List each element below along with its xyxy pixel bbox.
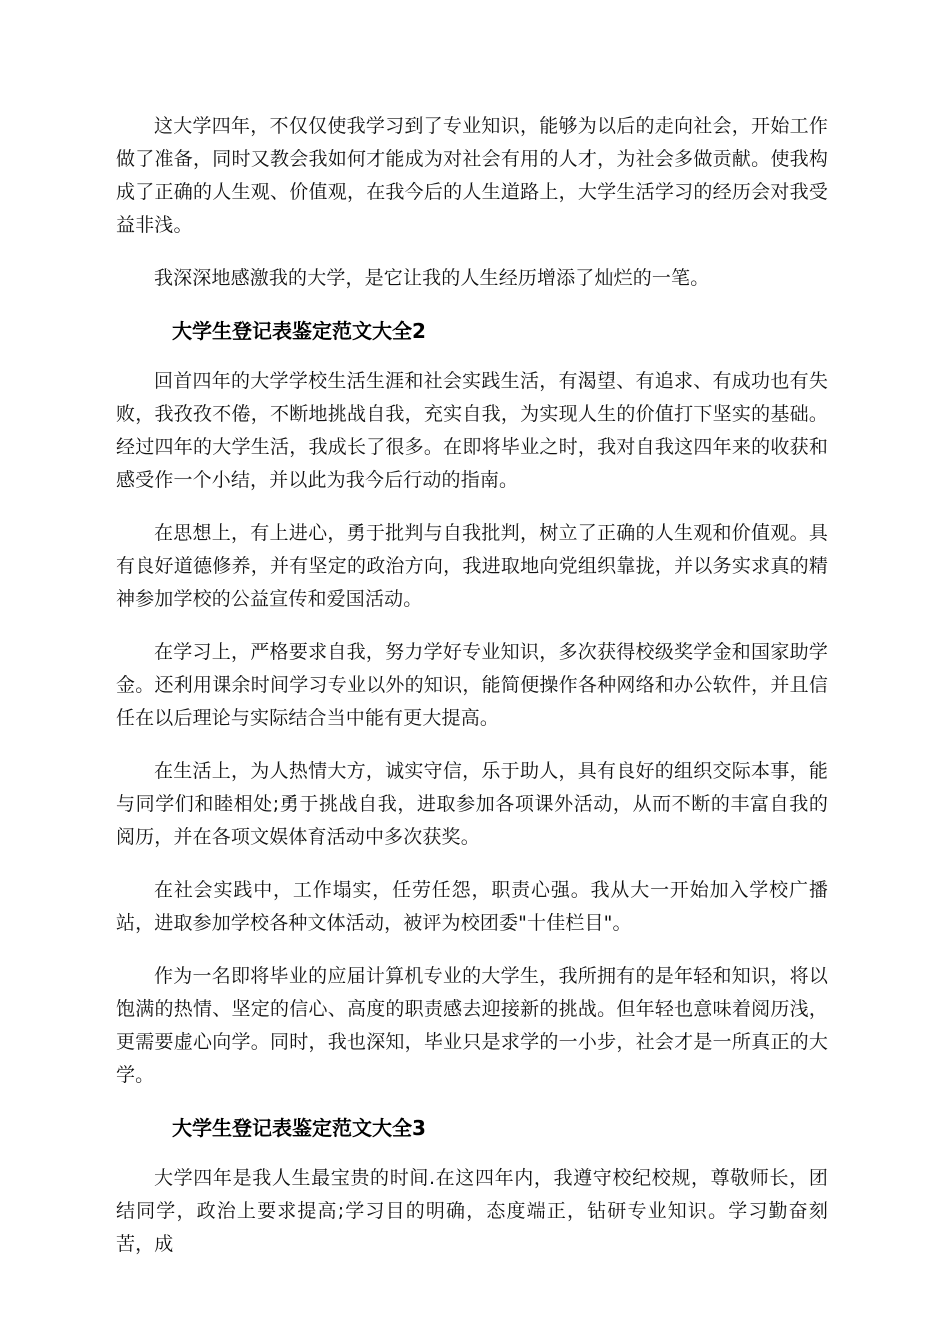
paragraph: 作为一名即将毕业的应届计算机专业的大学生，我所拥有的是年轻和知识，将以饱满的热情、坚定的信心、高度的职责感去迎接新的挑战。但年轻也意味着阅历浅，更需要虚心向学。同时，我也深知，毕业只是求学的一小步，社会才是一所真正的大学。 (116, 965, 828, 1086)
paragraph: 这大学四年，不仅仅使我学习到了专业知识，能够为以后的走向社会，开始工作做了准备，同时又教会我如何才能成为对社会有用的人才，为社会多做贡献。使我构成了正确的人生观、价值观，在我今后的人生道路上，大学生活学习的经历会对我受益非浅。 (116, 115, 828, 236)
paragraph: 我深深地感激我的大学，是它让我的人生经历增添了灿烂的一笔。 (154, 267, 710, 289)
paragraph: 在生活上，为人热情大方，诚实守信，乐于助人，具有良好的组织交际本事，能与同学们和睦相处;勇于挑战自我，进取参加各项课外活动，从而不断的丰富自我的阅历，并在各项文娱体育活动中多次获奖。 (116, 760, 828, 848)
paragraph: 在思想上，有上进心，勇于批判与自我批判，树立了正确的人生观和价值观。具有良好道德修养，并有坚定的政治方向，我进取地向党组织靠拢，并以务实求真的精神参加学校的公益宣传和爱国活动。 (116, 522, 828, 610)
section-title: 大学生登记表鉴定范文大全3 (172, 1116, 426, 1140)
section-title: 大学生登记表鉴定范文大全2 (172, 319, 426, 343)
paragraph: 在社会实践中，工作塌实，任劳任怨，职责心强。我从大一开始加入学校广播站，进取参加学校各种文体活动，被评为校团委"十佳栏目"。 (116, 879, 828, 934)
paragraph: 在学习上，严格要求自我，努力学好专业知识，多次获得校级奖学金和国家助学金。还利用课余时间学习专业以外的知识，能简便操作各种网络和办公软件，并且信任在以后理论与实际结合当中能有更大提高。 (116, 641, 828, 729)
paragraph: 大学四年是我人生最宝贵的时间.在这四年内，我遵守校纪校规，尊敬师长，团结同学，政治上要求提高;学习目的明确，态度端正，钻研专业知识。学习勤奋刻苦，成 (116, 1167, 828, 1255)
paragraph: 回首四年的大学学校生活生涯和社会实践生活，有渴望、有追求、有成功也有失败，我孜孜不倦，不断地挑战自我，充实自我，为实现人生的价值打下坚实的基础。经过四年的大学生活，我成长了很多。在即将毕业之时，我对自我这四年来的收获和感受作一个小结，并以此为我今后行动的指南。 (116, 370, 828, 491)
document-page (116, 110, 828, 1281)
